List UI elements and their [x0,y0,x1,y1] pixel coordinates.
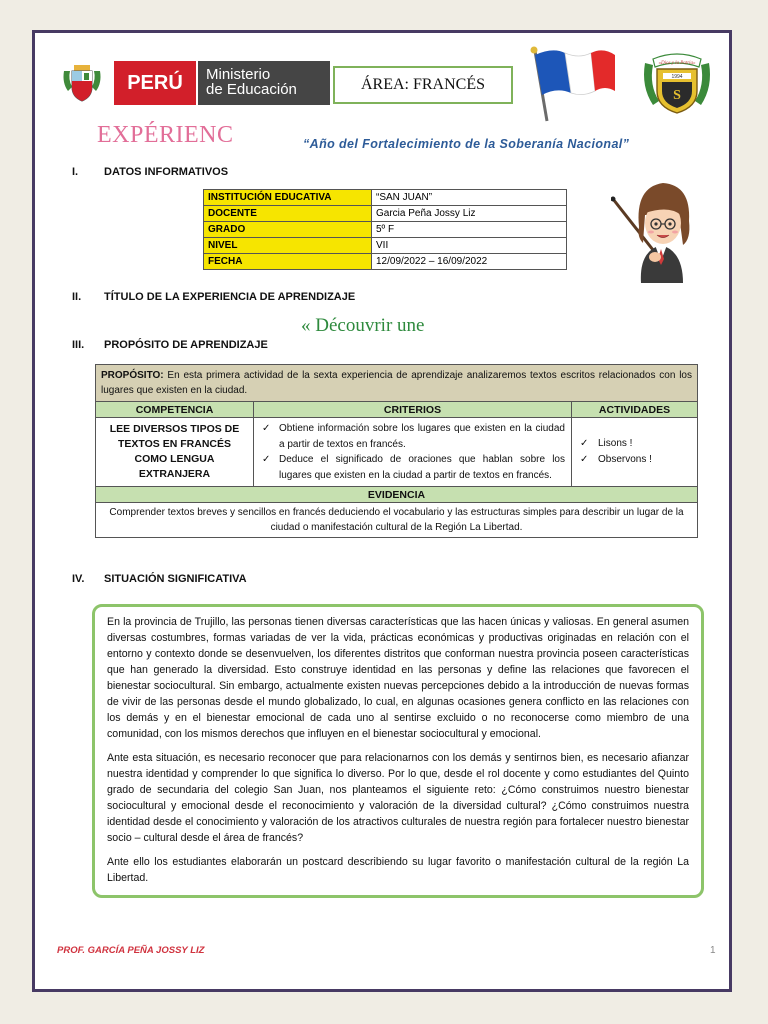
info-key: GRADO [204,222,372,238]
section-number: I. [72,166,79,178]
section-number: IV. [72,573,85,585]
header-criterios: CRITERIOS [254,402,572,418]
table-header-row [96,402,698,418]
criterio-text: Obtiene información sobre los lugares que existen en la ciudad a partir de textos en francés. [279,423,565,450]
ministerio-line2: de Educación [206,81,297,98]
evidencia-cell: Comprender textos breves y sencillos en francés deduciendo el vocabulario y las estructuras simples para describir un lugar de la ciudad o manifestación cultural de la Región La Libertad. [96,503,698,538]
table-row [204,238,567,254]
table-row [204,222,567,238]
actividad-text: Observons ! [598,454,652,465]
check-icon: ✓ [580,438,589,449]
check-icon: ✓ [262,423,271,434]
footer-author: PROF. GARCÍA PEÑA JOSSY LIZ [57,945,205,956]
badge-letter: S [673,88,681,103]
header-evidencia: EVIDENCIA [96,487,698,503]
table-header-row [96,487,698,503]
situation-paragraph: Ante ello los estudiantes elaborarán un postcard describiendo su lugar favorito o manifestación cultural de la región La Libertad. [107,856,689,884]
table-row [204,254,567,270]
info-key: FECHA [204,254,372,270]
experience-heading: EXPÉRIENC [97,122,234,148]
france-flag-icon [525,45,617,123]
list-item [580,452,689,468]
purpose-text: En esta primera actividad de la sexta experiencia de aprendizaje analizaremos textos escritos relacionados con los lugares que existen en la ciudad. [101,370,692,396]
situation-paragraph: En la provincia de Trujillo, las personas tienen diversas características que las hacen únicas y valiosas. En general asumen diversas costumbres, formas variadas de ver la vida, prácticas económicas y productivas originadas en relación con el entorno y contexto donde se desenvuelven, los diferentes distritos que conforman nuestra provincia poseen características que han generado la diversidad. Esto construye identidad en las personas y define las relaciones que favorecen el bienestar sociocultural. Sin embargo, actualmente existen nuevas percepciones debido a la introducción de nuevas formas de vivir de las personas desde el mundo globalizado, lo cual, en algunas ocasiones genera conflicto en las relaciones con los demás y en el bienestar emocional de cada uno al sentirse excluido o no reconocerse como miembro de una comunidad, con los mismos derechos que influyen en el bienestar sociocultural y emocional. [107,616,689,740]
table-row [96,365,698,402]
info-value: 12/09/2022 – 16/09/2022 [372,254,567,270]
criterios-cell [254,418,572,487]
list-item [260,421,565,452]
info-value: VII [372,238,567,254]
table-row [96,503,698,538]
list-item [260,452,565,483]
badge-year: 1994 [671,74,683,80]
purpose-cell [96,365,698,402]
info-key: INSTITUCIÓN EDUCATIVA [204,190,372,206]
info-table [203,189,567,270]
header-actividades: ACTIVIDADES [572,402,698,418]
section-label: TÍTULO DE LA EXPERIENCIA DE APRENDIZAJE [104,291,356,303]
purpose-label: PROPÓSITO: [101,370,164,381]
info-key: NIVEL [204,238,372,254]
section-number: II. [72,291,82,303]
competencia-cell: LEE DIVERSOS TIPOS DE TEXTOS EN FRANCÉS COMO LENGUA EXTRANJERA [96,418,254,487]
ministerio-line1: Ministerio [206,66,271,83]
info-key: DOCENTE [204,206,372,222]
school-badge-icon [639,51,715,115]
info-value: “SAN JUAN” [372,190,567,206]
table-row [96,418,698,487]
actividades-cell [572,418,698,487]
criterio-text: Deduce el significado de oraciones que hablan sobre los lugares que existen en la ciudad a partir de textos en francés. [279,454,565,481]
experience-title: « Découvrir une [301,315,425,336]
info-value: Garcia Peña Jossy Liz [372,206,567,222]
page-number: 1 [710,945,716,956]
ministerio-label [198,61,330,105]
purpose-table [95,364,698,538]
peru-label: PERÚ [114,61,196,105]
table-row [204,206,567,222]
section-label: SITUACIÓN SIGNIFICATIVA [104,573,247,585]
actividad-text: Lisons ! [598,438,633,449]
section-number: III. [72,339,85,351]
section-label: PROPÓSITO DE APRENDIZAJE [104,339,268,351]
header-competencia: COMPETENCIA [96,402,254,418]
table-row [204,190,567,206]
section-label: DATOS INFORMATIVOS [104,166,229,178]
list-item [580,436,689,452]
situation-paragraph: Ante esta situación, es necesario reconocer que para relacionarnos con los demás y sentirnos bien, es necesario afianzar nuestra identidad y comprender lo que significa lo diverso. Por lo que, desde el rol docente y como estudiantes del Quinto grado de secundaria del colegio San Juan, nos planteamos el siguiente reto: ¿Cómo construimos nuestro bienestar sociocultural y emocional desde el reconocimiento y valoración de la diversidad cultural? ¿Cómo construimos nuestra identidad desde el conocimiento y valoración de los atractivos culturales de nuestra región para fortalecer nuestro bienestar socio – cultural desde el área de francés? [107,752,689,844]
check-icon: ✓ [262,454,271,465]
situation-box [92,604,704,898]
area-label: ÁREA: FRANCÉS [333,66,513,104]
badge-motto: «Dios y la Patria» [658,61,696,66]
peru-shield-icon [60,61,104,105]
check-icon: ✓ [580,454,589,465]
info-value: 5º F [372,222,567,238]
document-page [32,30,732,992]
teacher-illustration [611,169,711,285]
ministry-logo [54,53,320,111]
year-quote: “Año del Fortalecimiento de la Soberanía Nacional” [303,137,630,151]
